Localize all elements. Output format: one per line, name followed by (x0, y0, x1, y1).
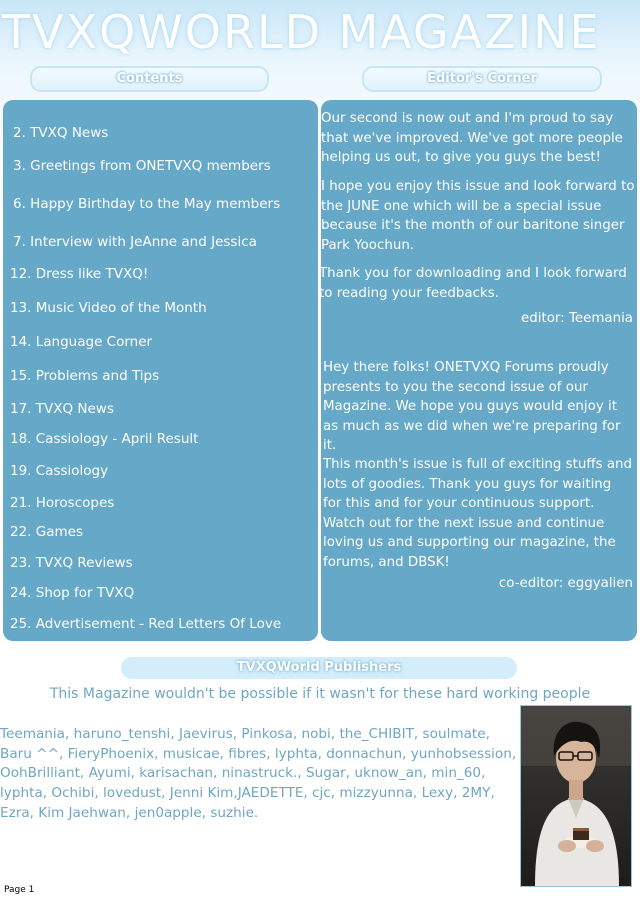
editor-paragraph-2: I hope you enjoy this issue and look forward to the JUNE one which will be a special issue because it's the month of our baritone singer Park Yoochun. (321, 179, 635, 253)
publishers-names: Teemania, haruno_tenshi, Jaevirus, Pinkosa, nobi, the_CHIBIT, soulmate, Baru ^^, FieryPhoenix, musicae, fibres, lyphta, donnachun, yunhobsession, OohBrilliant, Ayumi, karisachan, ninastruck., Sugar, uknow_an, min_60, lyphta, Ochibi, lovedust, Jenni Kim,JAEDETTE, cjc, mizzyunna, Lexy, 2MY, Ezra, Kim Jaehwan, jen0apple, suzhie. (0, 726, 517, 821)
publishers-thanks: This Magazine wouldn't be possible if it wasn't for these hard working people (49, 686, 591, 702)
toc-item[interactable]: 17. TVXQ News (10, 401, 114, 417)
editor-paragraph-1: Our second is now out and I'm proud to say that we've improved. We've got more people helping us out, to give you guys the best! (321, 111, 623, 165)
toc-item[interactable]: 23. TVXQ Reviews (10, 555, 133, 571)
toc-item[interactable]: 12. Dress like TVXQ! (10, 266, 149, 282)
magazine-masthead: TVXQWORLD MAGAZINE (2, 5, 601, 59)
coeditor-paragraph-2: This month's issue is full of exciting stuffs and lots of goodies. Thank you guys for waiting for this and for your continuous support. Watch out for the next issue and continue loving us and supporting our magazine, the forums, and DBSK! (323, 457, 633, 570)
contents-heading: Contents (30, 66, 269, 92)
member-photo (520, 705, 632, 887)
editors-panel (321, 100, 637, 641)
publishers-heading: TVXQWorld Publishers (121, 657, 517, 679)
toc-item[interactable]: 24. Shop for TVXQ (10, 585, 135, 601)
editor-signature: editor: Teemania (521, 311, 633, 326)
toc-item[interactable]: 22. Games (10, 524, 83, 540)
toc-item[interactable]: 25. Advertisement - Red Letters Of Love (10, 616, 282, 632)
page-number: Page 1 (4, 885, 35, 895)
toc-item[interactable]: 2. TVXQ News (13, 125, 109, 141)
contents-panel (3, 100, 318, 641)
toc-item[interactable]: 3. Greetings from ONETVXQ members (13, 158, 271, 174)
toc-item[interactable]: 7. Interview with JeAnne and Jessica (13, 234, 257, 250)
toc-item[interactable]: 6. Happy Birthday to the May members (13, 196, 281, 212)
toc-item[interactable]: 15. Problems and Tips (10, 368, 160, 384)
toc-item[interactable]: 19. Cassiology (10, 463, 109, 479)
coeditor-signature: co-editor: eggyalien (498, 576, 633, 591)
coeditor-paragraph-1: Hey there folks! ONETVXQ Forums proudly presents to you the second issue of our Magazine. We hope you guys would enjoy it as much as we did when we're preparing for it. (323, 360, 621, 453)
editor-paragraph-3: Thank you for downloading and I look forward to reading your feedbacks. (319, 266, 627, 301)
toc-item[interactable]: 21. Horoscopes (10, 495, 115, 511)
toc-item[interactable]: 14. Language Corner (10, 334, 153, 350)
editors-corner-heading: Editor's Corner (362, 66, 602, 92)
toc-item[interactable]: 13. Music Video of the Month (10, 300, 207, 316)
toc-item[interactable]: 18. Cassiology - April Result (10, 431, 199, 447)
